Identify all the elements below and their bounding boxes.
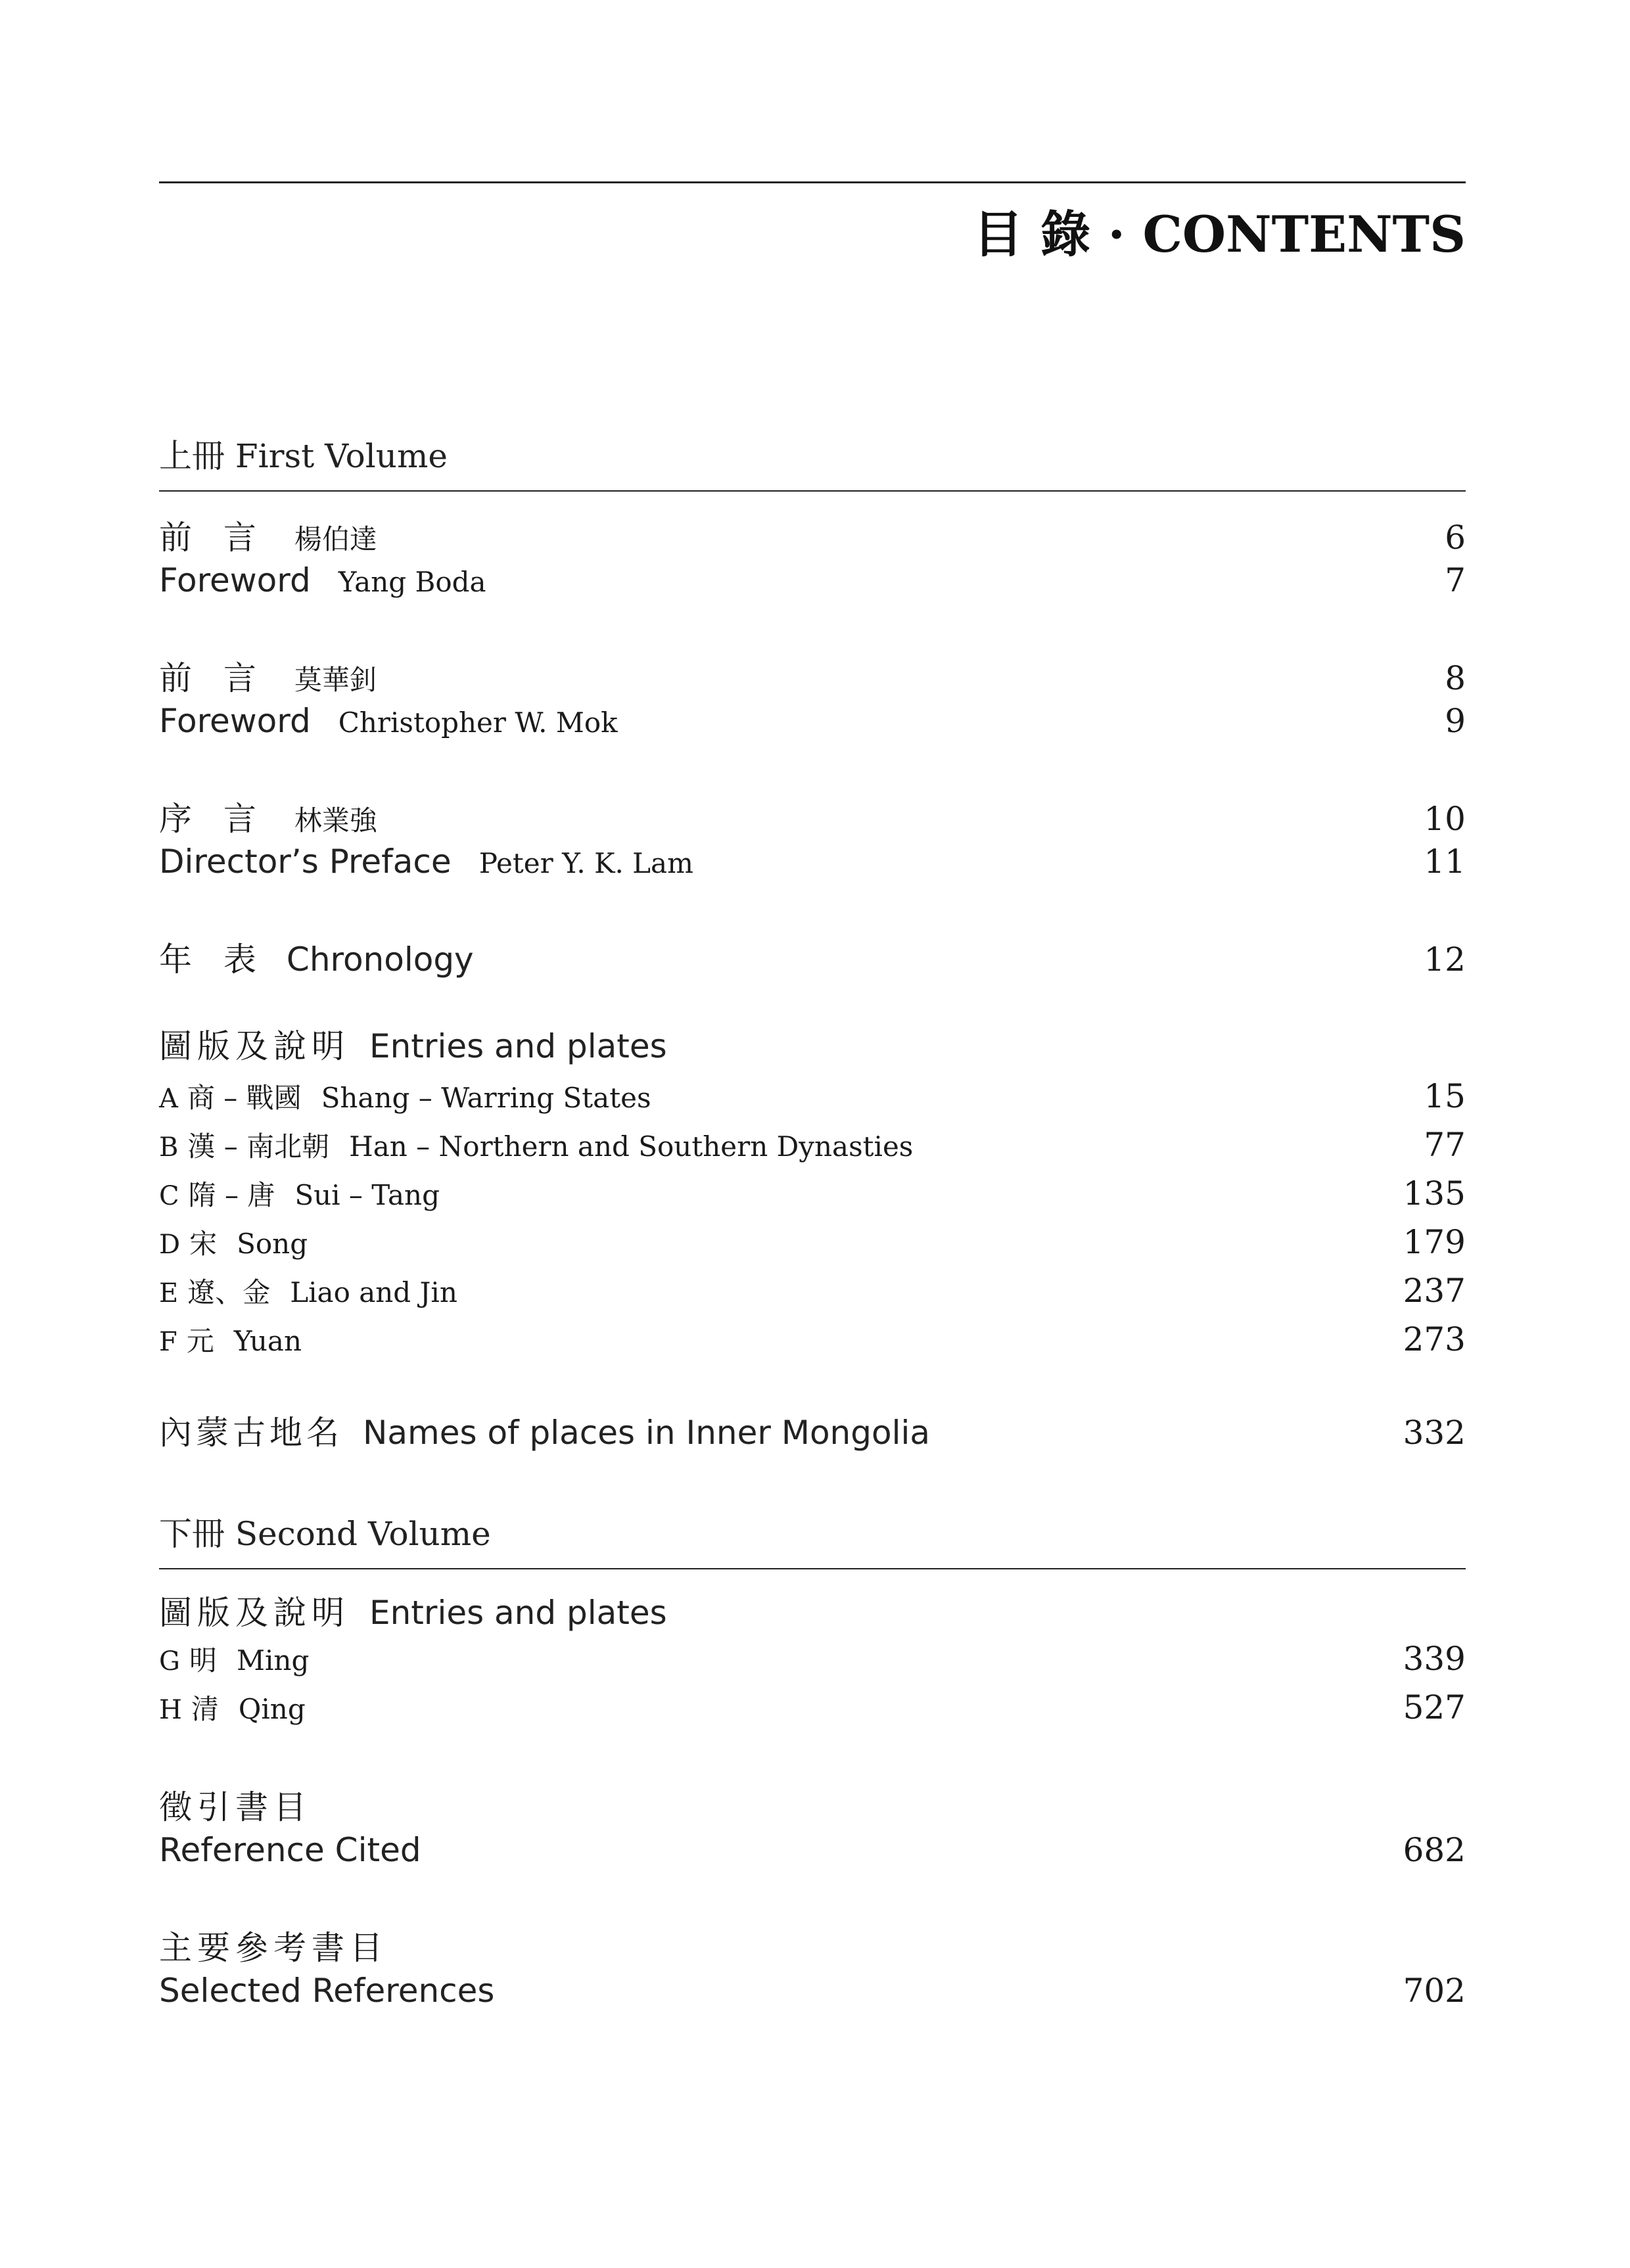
toc-zh-label: 徵引書目 [159, 1788, 312, 1826]
toc-page-number: 332 [1403, 1414, 1466, 1452]
entry-en: Liao and Jin [290, 1276, 457, 1308]
toc-row-places [159, 1406, 1466, 1454]
toc-en-label: Chronology [286, 940, 474, 979]
entry-en: Qing [238, 1693, 306, 1725]
toc-page-number: 237 [1403, 1272, 1466, 1310]
entries-heading-en: Entries and plates [369, 1594, 667, 1632]
entry-letter: A [159, 1084, 178, 1114]
toc-en-label: Foreword [159, 702, 311, 740]
toc-page-number: 179 [1403, 1223, 1466, 1261]
entry-en: Ming [236, 1644, 310, 1677]
toc-zh-label: 前 言 [159, 519, 267, 557]
toc-row [159, 1781, 1466, 1828]
toc-row [159, 511, 1466, 559]
list-item [159, 1125, 1466, 1165]
entry-letter: B [159, 1132, 179, 1163]
toc-page-number: 12 [1424, 940, 1466, 979]
toc-zh-label: 主要參考書目 [159, 1929, 388, 1967]
toc-en-label: Foreword [159, 561, 311, 599]
toc-row [159, 561, 1466, 599]
volume1-rule [159, 490, 1466, 492]
toc-en-label: Reference Cited [159, 1831, 421, 1869]
toc-row [159, 1831, 1466, 1869]
entry-en: Yuan [233, 1325, 302, 1357]
entries-heading [159, 1020, 1466, 1067]
list-item [159, 1688, 1466, 1727]
toc-zh-author: 莫華釗 [294, 664, 377, 696]
list-item [159, 1271, 1466, 1310]
list-item [159, 1222, 1466, 1262]
entry-letter: F [159, 1327, 177, 1357]
toc-row-chronology [159, 933, 1466, 981]
list-item [159, 1639, 1466, 1678]
entries-heading-zh: 圖版及說明 [159, 1594, 350, 1632]
volume2-rule [159, 1568, 1466, 1569]
entries-heading-en: Entries and plates [369, 1027, 667, 1065]
toc-zh-label: 內蒙古地名 [159, 1414, 343, 1452]
toc-en-author: Christopher W. Mok [338, 706, 618, 739]
entry-zh: 漢 – 南北朝 [187, 1130, 330, 1163]
toc-page-number: 702 [1403, 1972, 1466, 2010]
page-title: 目 錄 · CONTENTS [973, 205, 1466, 264]
toc-row [159, 652, 1466, 699]
entry-letter: H [159, 1695, 182, 1725]
entry-en: Shang – Warring States [321, 1082, 651, 1114]
toc-page-number: 8 [1445, 659, 1466, 697]
entry-letter: C [159, 1181, 179, 1211]
entry-letter: D [159, 1230, 181, 1260]
entry-en: Sui – Tang [294, 1179, 440, 1211]
entry-zh: 清 [191, 1693, 219, 1725]
toc-row [159, 1972, 1466, 2010]
entries-heading [159, 1586, 1466, 1634]
toc-page-number: 339 [1403, 1640, 1466, 1678]
toc-zh-author: 楊伯達 [294, 523, 377, 555]
volume1-heading: 上冊 First Volume [159, 437, 448, 475]
toc-page-number: 9 [1445, 702, 1466, 740]
entry-letter: G [159, 1646, 180, 1677]
toc-row [159, 1922, 1466, 1969]
top-rule [159, 181, 1466, 183]
entry-en: Song [237, 1228, 308, 1260]
toc-en-author: Peter Y. K. Lam [478, 847, 693, 879]
toc-en-author: Yang Boda [338, 566, 486, 598]
toc-page-number: 682 [1403, 1831, 1466, 1869]
toc-page-number: 135 [1403, 1174, 1466, 1213]
list-item [159, 1076, 1466, 1116]
entry-en: Han – Northern and Southern Dynasties [349, 1130, 914, 1163]
toc-en-label: Names of places in Inner Mongolia [363, 1414, 930, 1452]
toc-page-number: 11 [1424, 843, 1466, 881]
entry-zh: 宋 [189, 1228, 218, 1260]
list-item [159, 1320, 1466, 1359]
entry-zh: 明 [189, 1644, 217, 1677]
toc-zh-label: 年 表 [159, 940, 267, 979]
entry-zh: 商 – 戰國 [187, 1082, 302, 1114]
toc-row [159, 793, 1466, 840]
toc-page-number: 6 [1445, 519, 1466, 557]
entry-zh: 隋 – 唐 [188, 1179, 275, 1211]
toc-en-label: Director’s Preface [159, 843, 452, 881]
list-item [159, 1174, 1466, 1213]
toc-page-number: 527 [1403, 1688, 1466, 1726]
toc-page-number: 10 [1424, 800, 1466, 838]
toc-page-number: 7 [1445, 561, 1466, 599]
toc-en-label: Selected References [159, 1972, 495, 2010]
toc-zh-author: 林業強 [294, 804, 377, 837]
toc-zh-label: 前 言 [159, 659, 267, 697]
toc-zh-label: 序 言 [159, 800, 267, 838]
entry-zh: 遼、金 [187, 1276, 271, 1308]
volume2-heading: 下冊 Second Volume [159, 1515, 491, 1553]
toc-page-number: 273 [1403, 1320, 1466, 1358]
toc-row [159, 843, 1466, 881]
toc-page-number: 15 [1424, 1077, 1466, 1115]
toc-row [159, 702, 1466, 740]
entry-letter: E [159, 1278, 179, 1308]
entry-zh: 元 [186, 1325, 214, 1357]
entries-heading-zh: 圖版及說明 [159, 1027, 350, 1065]
toc-page-number: 77 [1424, 1126, 1466, 1164]
